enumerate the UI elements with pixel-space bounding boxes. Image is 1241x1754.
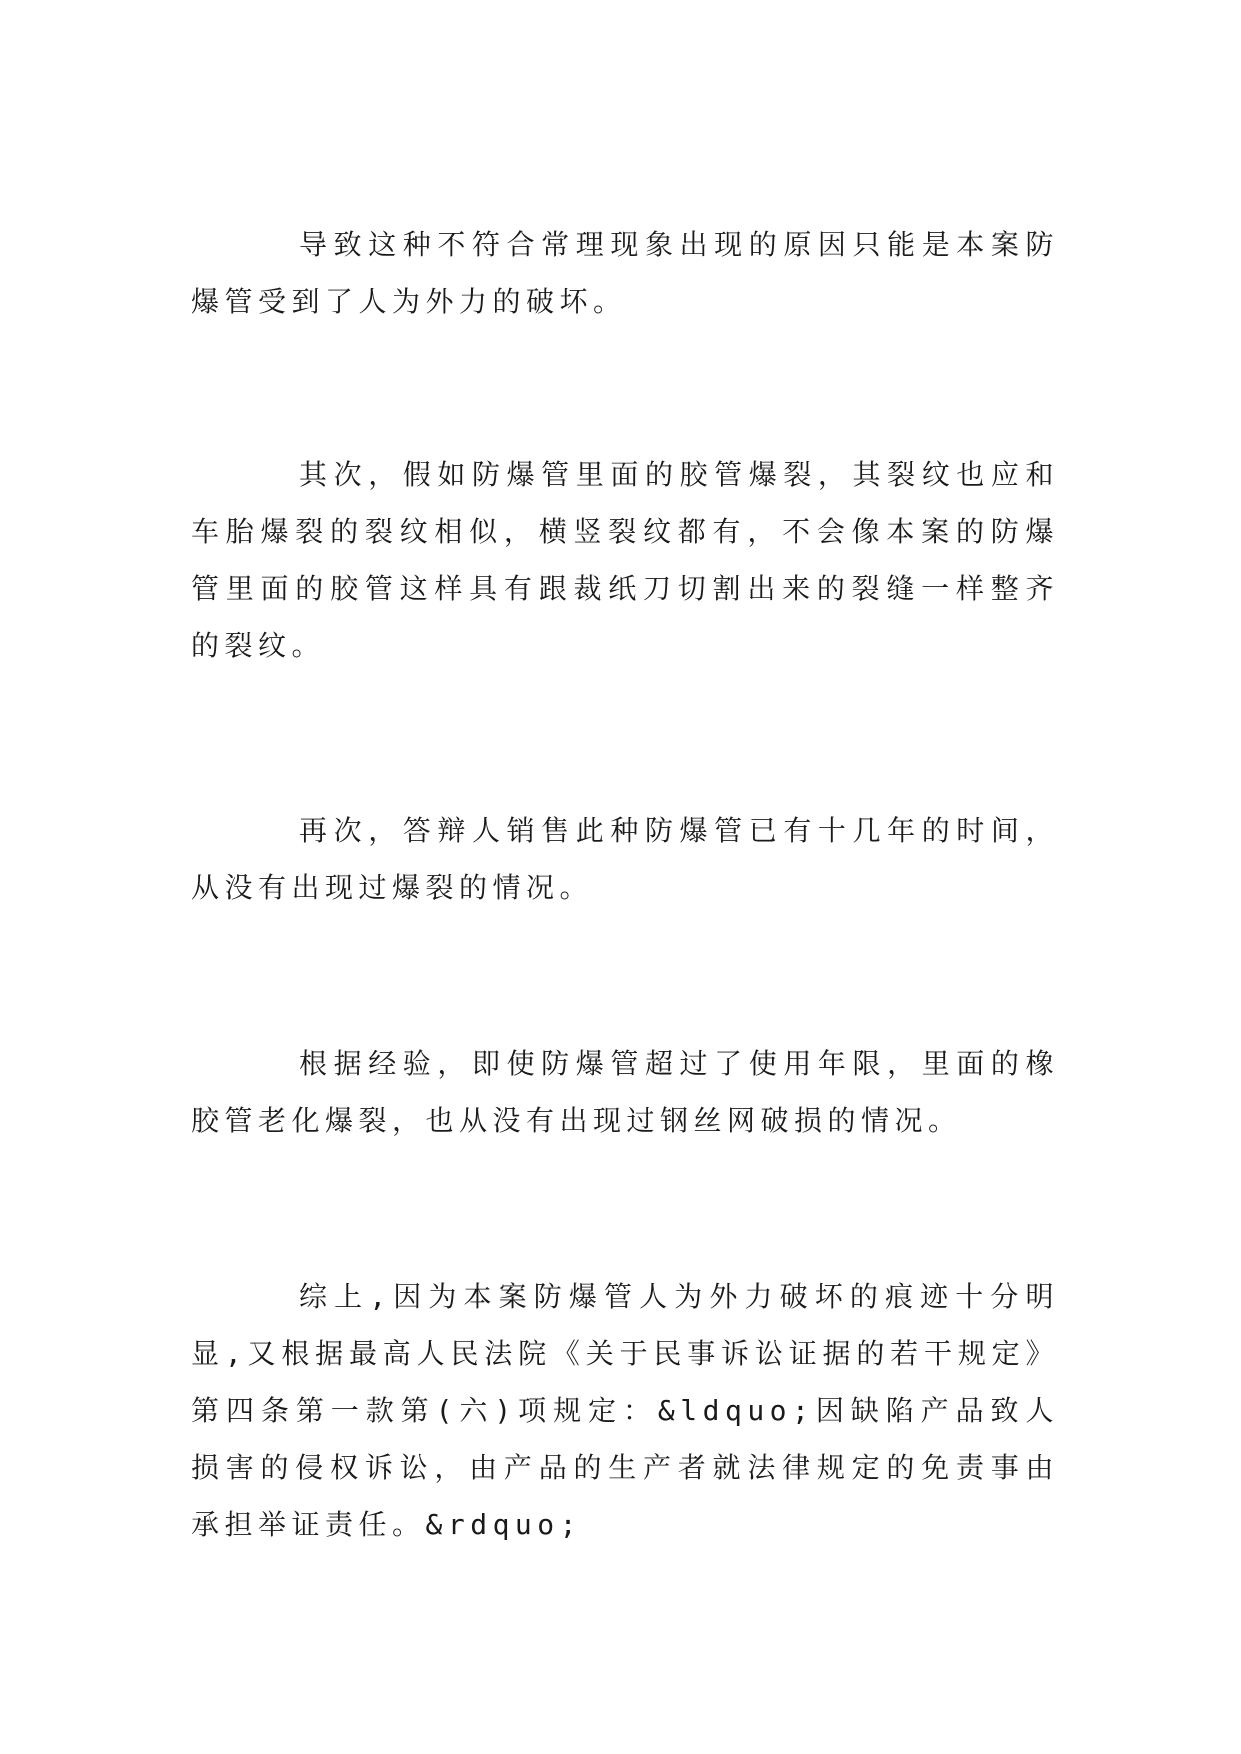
paragraph-cause-conclusion: 导致这种不符合常理现象出现的原因只能是本案防爆管受到了人为外力的破坏。 [191, 228, 1059, 318]
paragraph-sales-history: 再次，答辩人销售此种防爆管已有十几年的时间，从没有出现过爆裂的情况。 [191, 814, 1059, 904]
paragraph-summary: 综上,因为本案防爆管人为外力破坏的痕迹十分明显,又根据最高人民法院《关于民事诉讼证据的若干规定》第四条第一款第(六)项规定：&ldquo;因缺陷产品致人损害的侵权诉讼，由产品的生产者就法律规定的免责事由承担举证责任。&rdquo; [191, 1280, 1059, 1541]
paragraph-crack-pattern: 其次，假如防爆管里面的胶管爆裂，其裂纹也应和车胎爆裂的裂纹相似，横竖裂纹都有，不会像本案的防爆管里面的胶管这样具有跟裁纸刀切割出来的裂缝一样整齐的裂纹。 [191, 458, 1059, 662]
paragraph-experience: 根据经验，即使防爆管超过了使用年限，里面的橡胶管老化爆裂，也从没有出现过钢丝网破损的情况。 [191, 1047, 1059, 1137]
